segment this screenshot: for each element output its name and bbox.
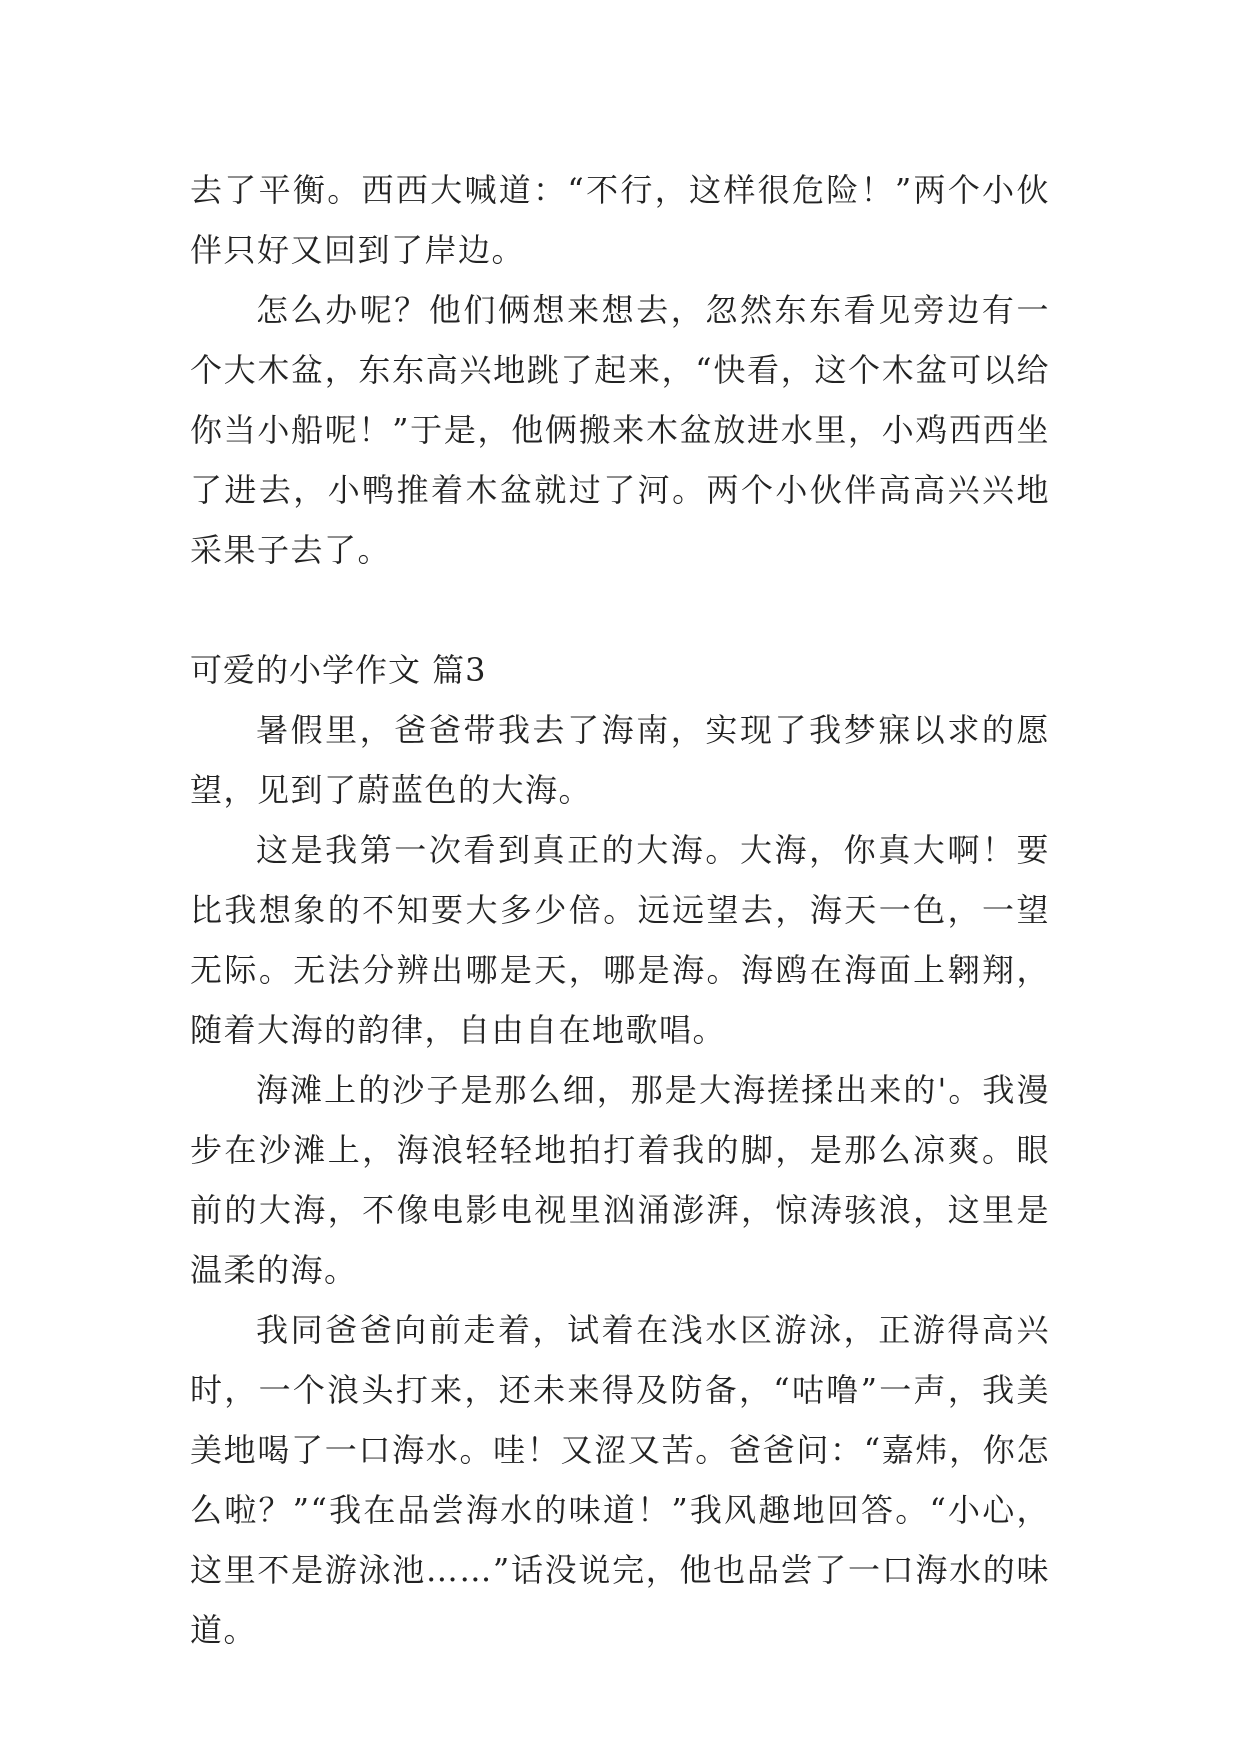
paragraph: 暑假里，爸爸带我去了海南，实现了我梦寐以求的愿望，见到了蔚蓝色的大海。: [190, 711, 1050, 809]
paragraph: 海滩上的沙子是那么细，那是大海搓揉出来的'。我漫步在沙滩上，海浪轻轻地拍打着我的脚，是那么凉爽。眼前的大海，不像电影电视里汹涌澎湃，惊涛骇浪，这里是温柔的海。: [190, 1071, 1050, 1289]
paragraph-continuation: 去了平衡。西西大喊道：“不行，这样很危险！”两个小伙伴只好又回到了岸边。: [190, 171, 1050, 269]
section-title: 可爱的小学作文 篇3: [190, 651, 487, 689]
paragraph: 这是我第一次看到真正的大海。大海，你真大啊！要比我想象的不知要大多少倍。远远望去，海天一色，一望无际。无法分辨出哪是天，哪是海。海鸥在海面上翱翔，随着大海的韵律，自由自在地歌唱。: [190, 831, 1050, 1049]
paragraph: 我同爸爸向前走着，试着在浅水区游泳，正游得高兴时，一个浪头打来，还未来得及防备，“咕噜”一声，我美美地喝了一口海水。哇！又涩又苦。爸爸问：“嘉炜，你怎么啦？”“我在品尝海水的味道！”我风趣地回答。“小心，这里不是游泳池……”话没说完，他也品尝了一口海水的味道。: [190, 1311, 1050, 1649]
document-page: [190, 160, 1050, 1660]
paragraph: 怎么办呢？他们俩想来想去，忽然东东看见旁边有一个大木盆，东东高兴地跳了起来，“快看，这个木盆可以给你当小船呢！”于是，他俩搬来木盆放进水里，小鸡西西坐了进去，小鸭推着木盆就过了河。两个小伙伴高高兴兴地采果子去了。: [190, 291, 1050, 569]
